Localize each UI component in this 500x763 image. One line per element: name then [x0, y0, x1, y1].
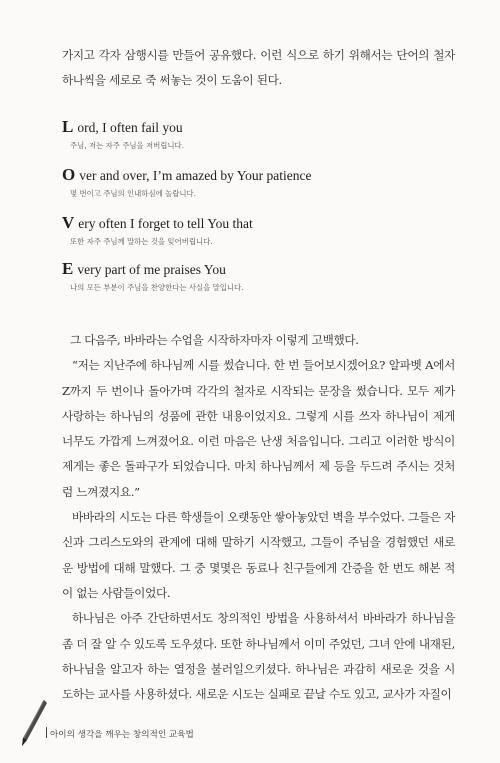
- footer-divider: [46, 727, 47, 738]
- acrostic-line: [62, 259, 462, 293]
- acrostic-line: [62, 117, 462, 151]
- acrostic-english: [62, 165, 462, 185]
- pencil-icon: [18, 700, 48, 748]
- body-text: [62, 328, 455, 707]
- body-paragraph: 바바라의 시도는 다른 학생들이 오랫동안 쌓아놓았던 벽을 부수었다. 그들은 자신과 그리스도와의 관계에 대해 말하기 시작했고, 그들이 주님을 경험했던 새로운 방법에 대해 말했다. 그 중 몇몇은 동료나 친구들에게 간증을 한 번도 해본 적이 없는 사람들이었다.: [62, 510, 455, 600]
- footer-book-title: 아이의 생각을 깨우는 창의적인 교육법: [50, 730, 194, 740]
- acrostic-initial: O: [62, 165, 76, 184]
- body-paragraph: 하나님은 아주 간단하면서도 창의적인 방법을 사용하셔서 바바라가 하나님을 좀 더 잘 알 수 있도록 도우셨다. 또한 하나님께서 이미 주었던, 그녀 안에 내재된, 하나님을 알고자 하는 열정을 불러일으키셨다. 하나님은 과감히 새로운 것을 시도하는 교사를 사용하셨다. 새로운 시도는 실패로 끝날 수도 있고, 교사가 자질이: [62, 611, 455, 702]
- acrostic-translation: 또한 자주 주님께 말하는 것을 잊어버립니다.: [70, 237, 213, 246]
- acrostic-english: [62, 259, 462, 279]
- body-paragraph: 그 다음주, 바바라는 수업을 시작하자마자 이렇게 고백했다.: [70, 333, 359, 347]
- acrostic-initial: L: [62, 117, 74, 136]
- acrostic-initial: E: [62, 259, 74, 278]
- acrostic-initial: V: [62, 213, 75, 232]
- acrostic-text: very part of me praises You: [77, 262, 226, 277]
- intro-paragraph: 가지고 각자 삼행시를 만들어 공유했다. 이런 식으로 하기 위해서는 단어의 철자 하나씩을 세로로 죽 써놓는 것이 도움이 된다.: [62, 48, 455, 88]
- acrostic-text: ver and over, I’m amazed by Your patience: [79, 168, 312, 183]
- page-footer: [18, 700, 318, 748]
- acrostic-english: [62, 117, 462, 137]
- acrostic-english: [62, 213, 462, 233]
- acrostic-text: ord, I often fail you: [77, 120, 183, 135]
- acrostic-line: [62, 165, 462, 199]
- body-paragraph: “저는 지난주에 하나님께 시를 썼습니다. 한 번 들어보시겠어요? 알파벳 A에서 Z까지 두 번이나 돌아가며 각각의 철자로 시작되는 문장을 썼습니다. 모두 제가 사랑하는 하나님의 성품에 관한 내용이었지요. 그렇게 시를 쓰자 하나님이 제게 너무도 가깝게 느껴졌어요. 이런 마음은 난생 처음입니다. 그리고 이러한 방식이 제게는 좋은 돌파구가 되었습니다. 마치 하나님께서 제 등을 두드려 주시는 것처럼 느껴졌지요.”: [62, 358, 455, 499]
- acrostic-line: [62, 213, 462, 247]
- acrostic-translation: 나의 모든 부분이 주님을 찬양한다는 사실을 말입니다.: [70, 283, 244, 292]
- acrostic-translation: 몇 번이고 주님의 인내하심에 놀랍니다.: [70, 189, 196, 198]
- acrostic-text: ery often I forget to tell You that: [78, 216, 253, 231]
- acrostic-translation: 주님, 저는 자주 주님을 저버립니다.: [70, 141, 185, 150]
